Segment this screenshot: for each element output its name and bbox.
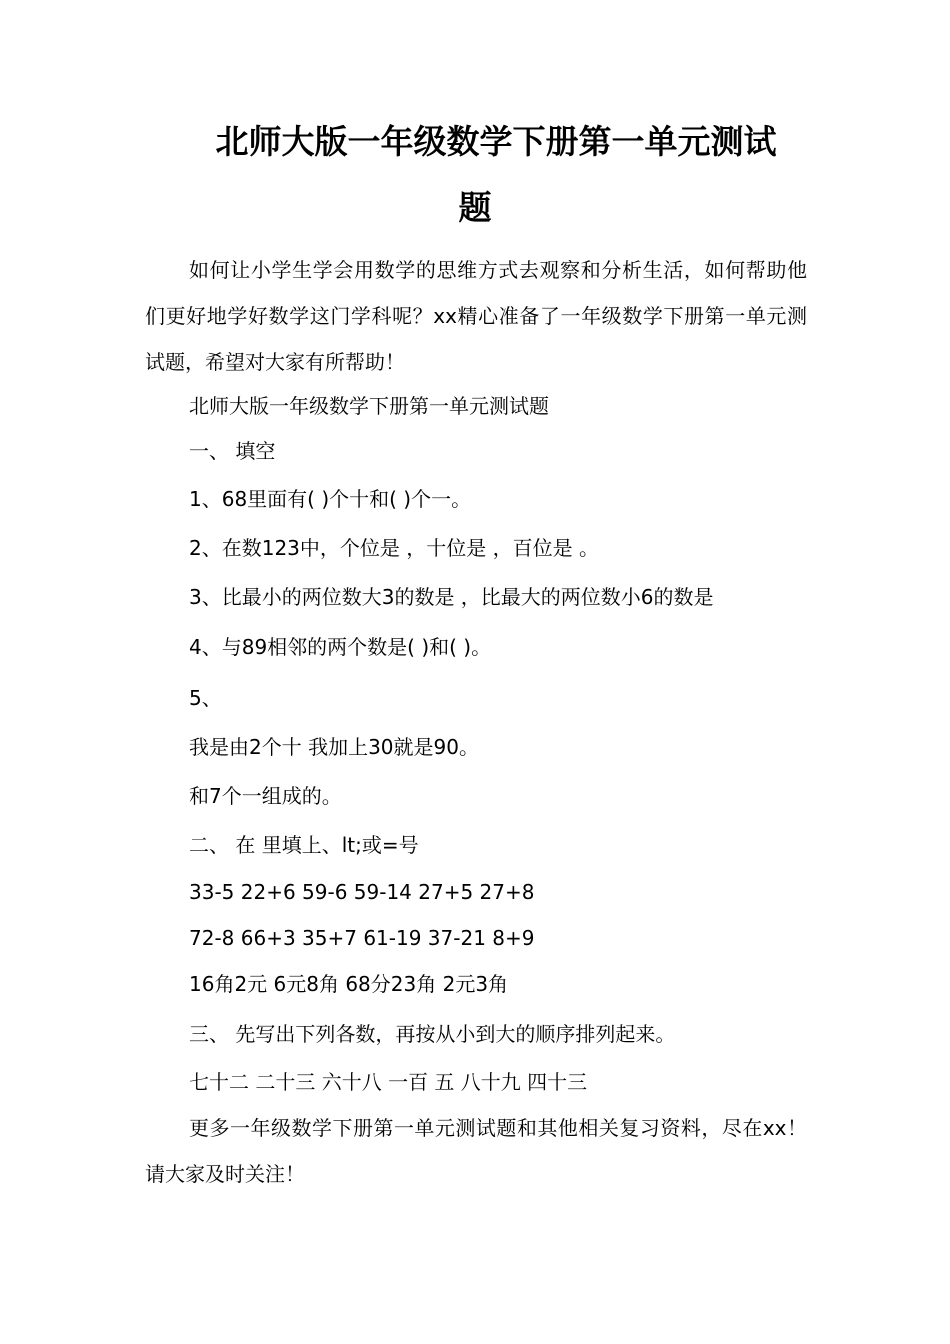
- document-title: 北师大版一年级数学下册第一单元测试: [215, 122, 777, 161]
- section-heading-fill-blank: 一、 填空: [189, 439, 276, 463]
- outro-paragraph: 更多一年级数学下册第一单元测试题和其他相关复习资料，尽在xx！请大家及时关注！: [145, 1116, 807, 1186]
- section-heading-compare: 二、 在 里填上、lt;或=号: [189, 833, 419, 857]
- question-2: 2、在数123中，个位是 ，十位是 ，百位是 。: [189, 536, 599, 560]
- question-4: 4、与89相邻的两个数是( )和( )。: [189, 635, 492, 659]
- document-title-continuation: 题: [458, 188, 492, 227]
- compare-row: 72-8 66+3 35+7 61-19 37-21 8+9: [189, 926, 535, 950]
- question-5-line-1: 我是由2个十 我加上30就是90。: [189, 735, 479, 759]
- compare-row: 16角2元 6元8角 68分23角 2元3角: [189, 972, 509, 996]
- section-heading-ordering: 三、 先写出下列各数，再按从小到大的顺序排列起来。: [189, 1022, 676, 1046]
- compare-row: 33-5 22+6 59-6 59-14 27+5 27+8: [189, 880, 535, 904]
- subtitle: 北师大版一年级数学下册第一单元测试题: [189, 394, 549, 418]
- question-3: 3、比最小的两位数大3的数是 ，比最大的两位数小6的数是: [189, 585, 714, 609]
- question-5: 5、: [189, 686, 222, 710]
- question-1: 1、68里面有( )个十和( )个一。: [189, 487, 472, 511]
- intro-paragraph: 如何让小学生学会用数学的思维方式去观察和分析生活，如何帮助他们更好地学好数学这门学科呢？xx精心准备了一年级数学下册第一单元测试题，希望对大家有所帮助！: [145, 258, 807, 374]
- numbers-row: 七十二 二十三 六十八 一百 五 八十九 四十三: [189, 1070, 588, 1094]
- question-5-line-2: 和7个一组成的。: [189, 784, 342, 808]
